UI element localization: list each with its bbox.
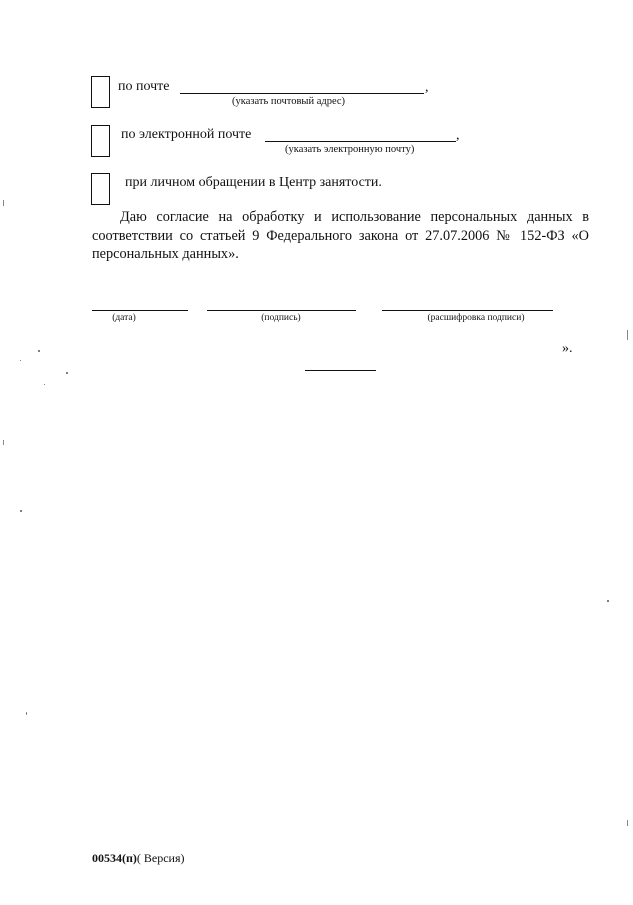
in-person-option-checkbox[interactable]	[91, 173, 110, 205]
document-code: 00534(п)	[92, 851, 137, 865]
date-line[interactable]	[92, 310, 188, 311]
scan-speck	[26, 712, 27, 715]
postal-address-line[interactable]	[180, 93, 424, 94]
short-line	[305, 370, 376, 371]
postal-address-hint: (указать почтовый адрес)	[232, 96, 346, 107]
signature-hint: (подпись)	[261, 313, 301, 323]
signature-decryption-hint: (расшифровка подписи)	[427, 313, 525, 323]
in-person-option-label: при личном обращении в Центр занятости.	[125, 175, 382, 190]
date-hint: (дата)	[112, 313, 136, 323]
email-option-label: по электронной почте	[121, 127, 252, 142]
email-address-line[interactable]	[265, 141, 456, 142]
mail-option-checkbox[interactable]	[91, 76, 110, 108]
scan-edge-mark	[627, 330, 628, 340]
scan-speck	[20, 360, 21, 361]
scan-speck	[607, 600, 609, 602]
mail-option-label: по почте	[118, 79, 170, 94]
scan-speck	[38, 350, 40, 352]
scan-edge-mark	[627, 820, 628, 826]
email-option-checkbox[interactable]	[91, 125, 110, 157]
scan-edge-mark	[3, 440, 4, 445]
closing-quote: ».	[562, 341, 573, 356]
signature-decryption-line[interactable]	[382, 310, 553, 311]
email-address-hint: (указать электронную почту)	[285, 144, 415, 155]
scan-speck	[44, 384, 45, 385]
mail-option-comma: ,	[425, 80, 429, 95]
scan-speck	[20, 510, 22, 512]
scan-speck	[66, 372, 68, 374]
document-version: ( Версия)	[136, 851, 185, 865]
document-footer	[92, 851, 185, 865]
consent-paragraph: Даю согласие на обработку и использование персональных данных в соответствии со статьей 9 Федерального закона от 27.07.2006 № 152-ФЗ «О персональных данных».	[92, 209, 589, 262]
scan-edge-mark	[3, 200, 4, 206]
signature-line[interactable]	[207, 310, 356, 311]
email-option-comma: ,	[456, 128, 460, 143]
